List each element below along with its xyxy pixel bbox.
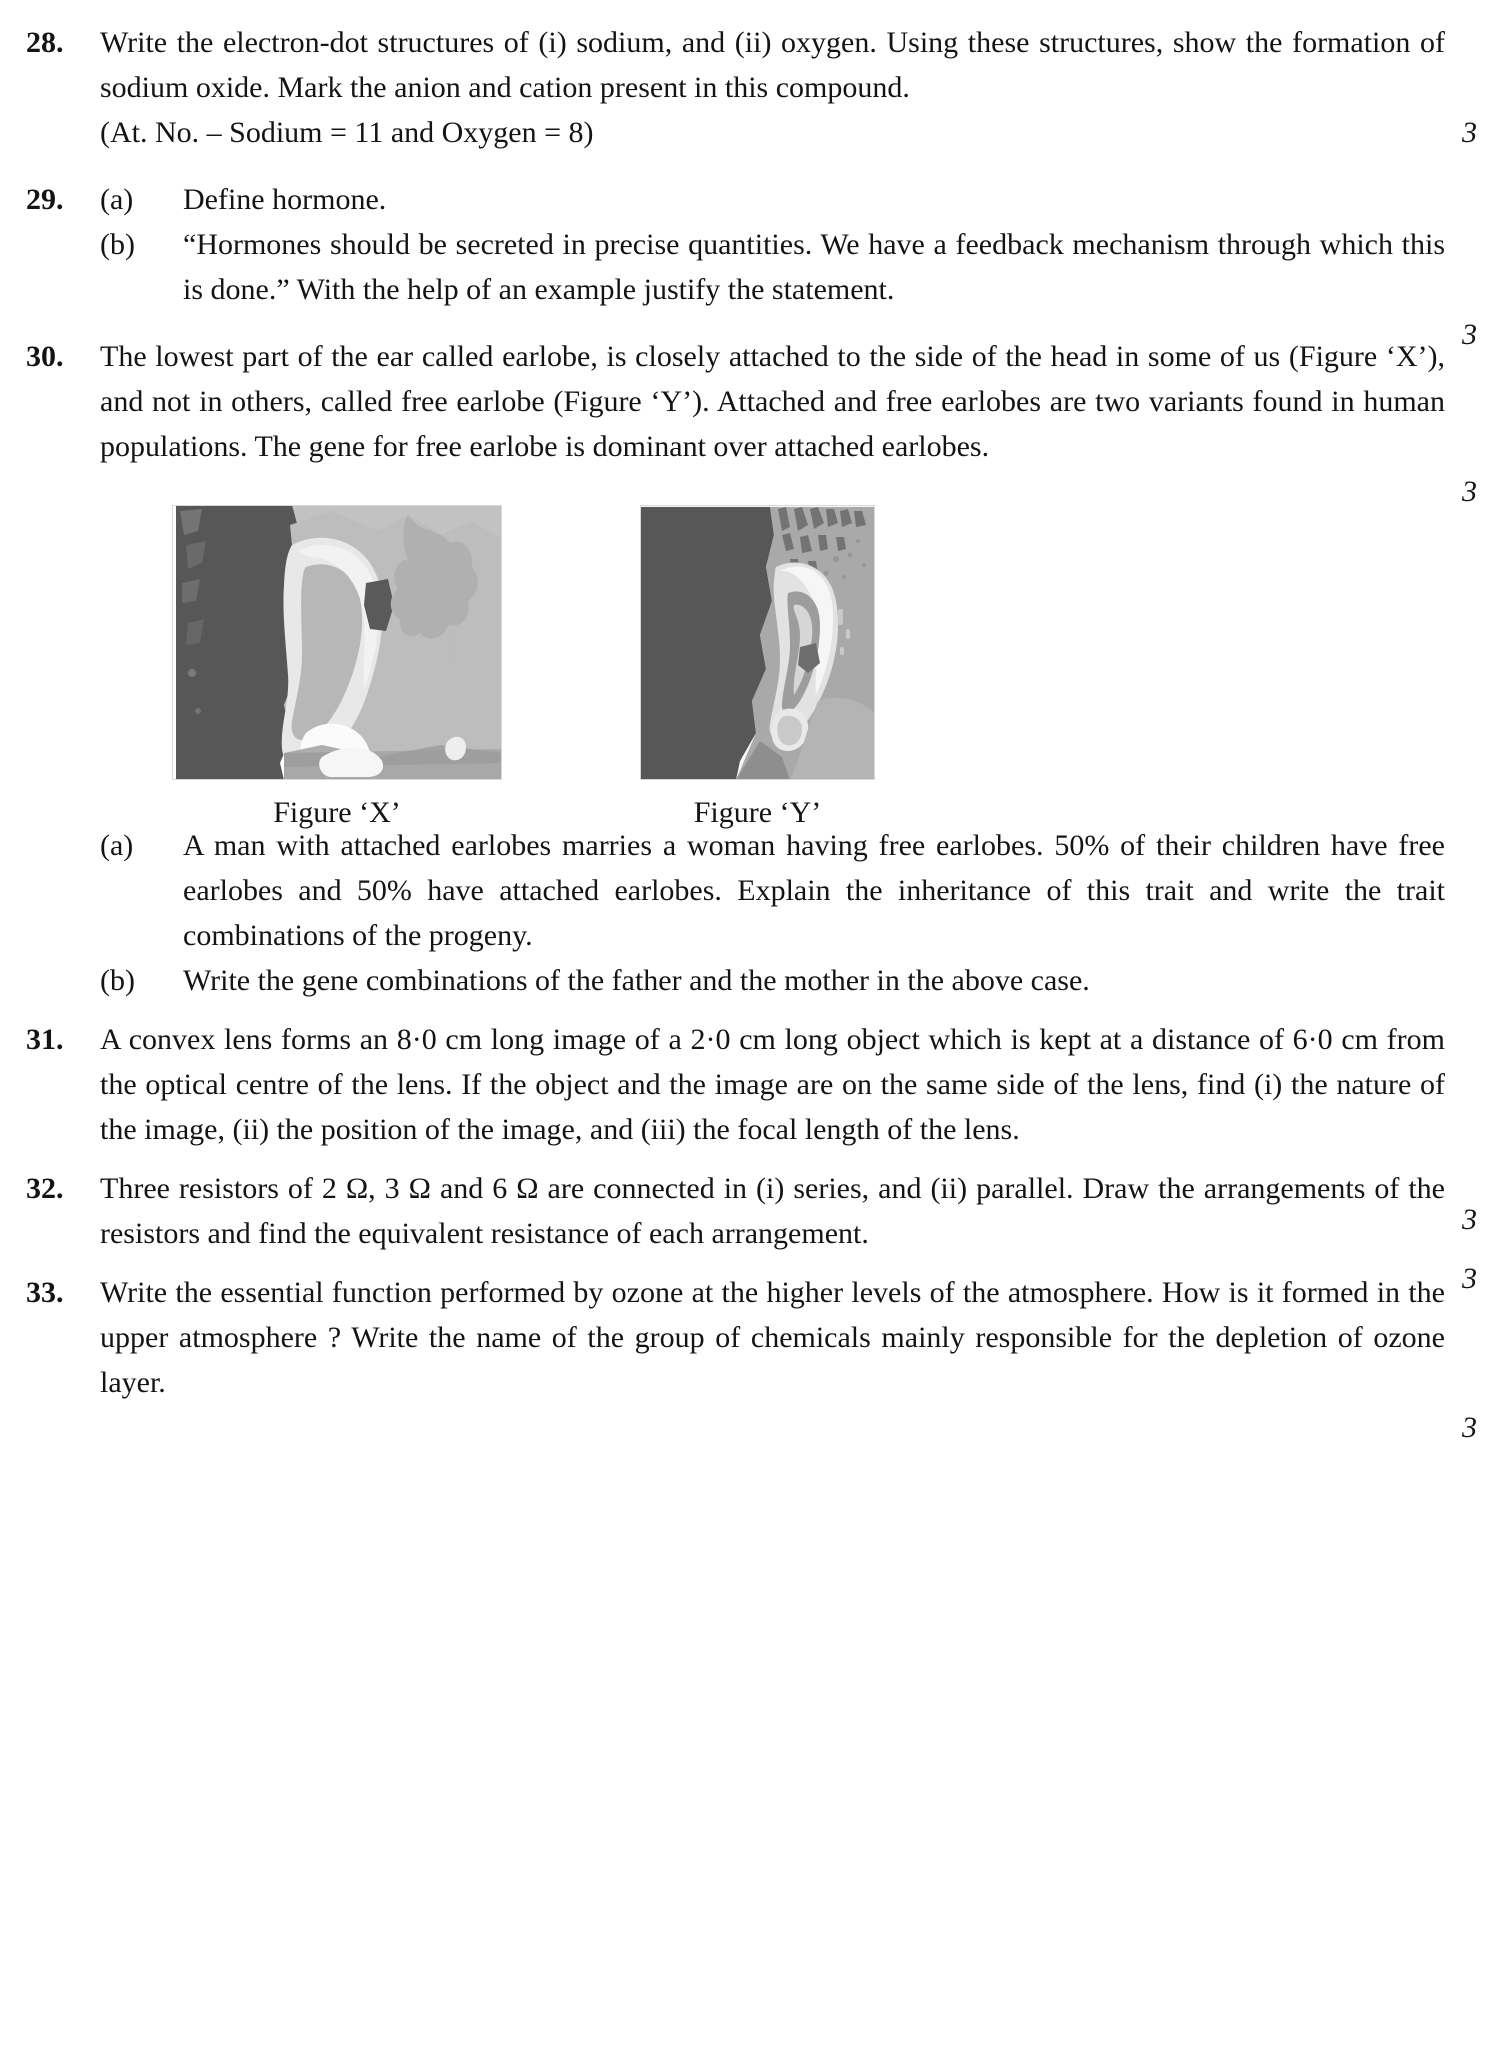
question-body bbox=[100, 1017, 1445, 1152]
figure-y-image bbox=[640, 505, 875, 780]
part-label: (b) bbox=[100, 228, 135, 261]
exam-page bbox=[0, 20, 1505, 2054]
question-number: 30. bbox=[26, 340, 64, 373]
question-30 bbox=[0, 334, 1505, 508]
question-part-b bbox=[100, 222, 1445, 312]
part-text: A man with attached earlobes marries a woman having free earlobes. 50% of their children have free earlobes and 50% have attached earlobes. Explain the inheritance of this trait and write the trait combinations of the progeny. bbox=[183, 829, 1445, 952]
question-body bbox=[100, 823, 1445, 1003]
question-body bbox=[100, 1270, 1445, 1405]
figure-group bbox=[0, 505, 1505, 829]
question-33 bbox=[0, 1270, 1505, 1444]
part-text: Write the gene combinations of the father and the mother in the above case. bbox=[183, 964, 1090, 997]
part-label: (a) bbox=[100, 183, 134, 216]
marks-value: 3 bbox=[1462, 116, 1477, 149]
question-29 bbox=[0, 177, 1505, 351]
question-28 bbox=[0, 20, 1505, 155]
free-earlobe-photo bbox=[640, 505, 875, 780]
question-number: 28. bbox=[26, 26, 64, 59]
question-text: The lowest part of the ear called earlobe, is closely attached to the side of the head in some of us (Figure ‘X’), and not in others, called free earlobe (Figure ‘Y’). Attached and free earlobes are two variants found in human populations. The gene for free earlobe is dominant over attached earlobes. bbox=[100, 340, 1445, 463]
question-number: 29. bbox=[26, 183, 64, 216]
marks-value: 3 bbox=[1462, 318, 1477, 351]
question-body bbox=[100, 334, 1445, 469]
question-text: Three resistors of 2 Ω, 3 Ω and 6 Ω are connected in (i) series, and (ii) parallel. Draw the arrangements of the resistors and find the equivalent resistance of each arrangement. bbox=[100, 1172, 1445, 1250]
marks-value: 3 bbox=[1462, 1203, 1477, 1236]
question-note: (At. No. – Sodium = 11 and Oxygen = 8) bbox=[100, 116, 594, 149]
question-text: A convex lens forms an 8·0 cm long image of a 2·0 cm long object which is kept at a distance of 6·0 cm from the optical centre of the lens. If the object and the image are on the same side of the lens, find (i) the nature of the image, (ii) the position of the image, and (iii) the focal length of the lens. bbox=[100, 1023, 1445, 1146]
question-body bbox=[100, 177, 1445, 312]
question-number: 33. bbox=[26, 1276, 64, 1309]
question-part-b bbox=[100, 958, 1445, 1003]
figure-y-caption: Figure ‘Y’ bbox=[693, 796, 822, 829]
figure-x-caption: Figure ‘X’ bbox=[273, 796, 401, 829]
figure-x bbox=[172, 505, 502, 835]
question-30-parts bbox=[0, 823, 1505, 1003]
part-text: Define hormone. bbox=[183, 183, 387, 216]
figure-x-image bbox=[172, 505, 502, 780]
part-text: “Hormones should be secreted in precise quantities. We have a feedback mechanism through which this is done.” With the help of an example justify the statement. bbox=[183, 228, 1445, 306]
figure-y bbox=[640, 505, 875, 835]
marks-value: 3 bbox=[1462, 1411, 1477, 1444]
attached-earlobe-photo bbox=[172, 505, 502, 780]
part-label: (b) bbox=[100, 964, 135, 997]
question-text: Write the electron-dot structures of (i) sodium, and (ii) oxygen. Using these structures, show the formation of sodium oxide. Mark the anion and cation present in this compound. bbox=[100, 26, 1445, 104]
question-number: 32. bbox=[26, 1172, 64, 1205]
question-text: Write the essential function performed by ozone at the higher levels of the atmosphere. How is it formed in the upper atmosphere ? Write the name of the group of chemicals mainly responsible for the depletion of ozone layer. bbox=[100, 1276, 1445, 1399]
question-body bbox=[100, 20, 1445, 155]
marks-value: 3 bbox=[1462, 1262, 1477, 1295]
question-number: 31. bbox=[26, 1023, 64, 1056]
question-body bbox=[100, 1166, 1445, 1256]
question-part-a bbox=[100, 823, 1445, 958]
marks-value: 3 bbox=[1462, 475, 1477, 508]
part-label: (a) bbox=[100, 829, 134, 862]
question-part-a bbox=[100, 177, 1445, 222]
